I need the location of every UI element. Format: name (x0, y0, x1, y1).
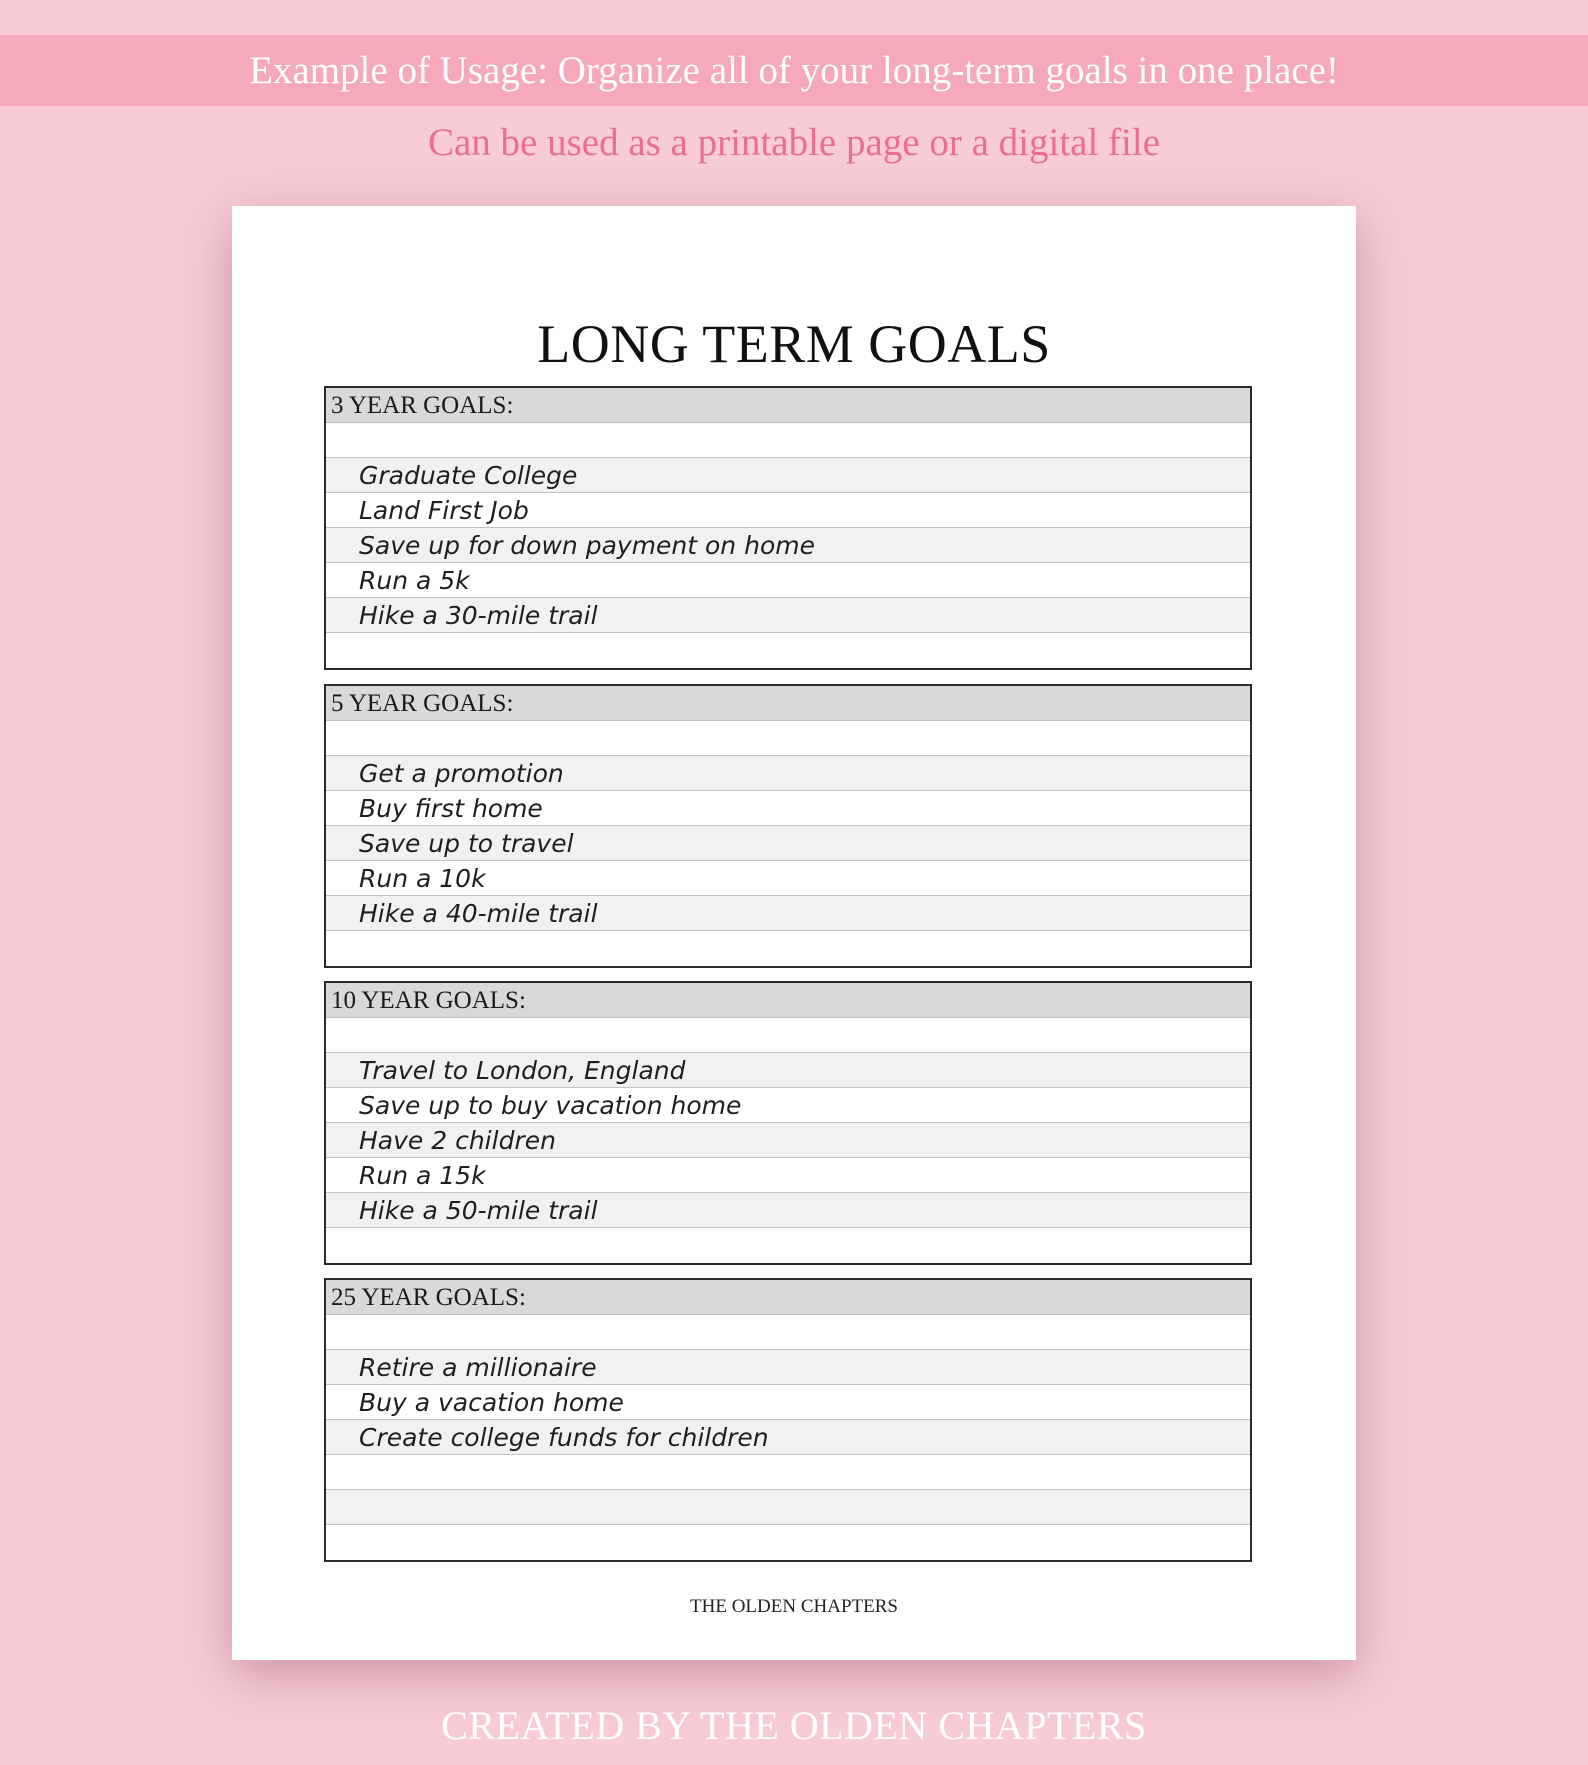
top-banner: Example of Usage: Organize all of your long-term goals in one place! (0, 35, 1588, 106)
goal-row: Hike a 50-mile trail (326, 1193, 1250, 1228)
goal-row: Buy first home (326, 791, 1250, 826)
goal-row (326, 931, 1250, 966)
goal-row: Run a 15k (326, 1158, 1250, 1193)
goal-row: Have 2 children (326, 1123, 1250, 1158)
section-header: 5 YEAR GOALS: (326, 686, 1250, 721)
goal-row: Run a 5k (326, 563, 1250, 598)
goal-row: Save up for down payment on home (326, 528, 1250, 563)
goal-row: Travel to London, England (326, 1053, 1250, 1088)
section-header: 10 YEAR GOALS: (326, 983, 1250, 1018)
goal-row (326, 721, 1250, 756)
goal-row: Create college funds for children (326, 1420, 1250, 1455)
goal-row (326, 1228, 1250, 1263)
goal-row: Land First Job (326, 493, 1250, 528)
goal-row (326, 423, 1250, 458)
subtitle: Can be used as a printable page or a digital file (427, 121, 1161, 164)
goal-row: Run a 10k (326, 861, 1250, 896)
goal-row (326, 1315, 1250, 1350)
goal-row (326, 1455, 1250, 1490)
sheet-footer: THE OLDEN CHAPTERS (690, 1596, 898, 1617)
planner-page (232, 206, 1356, 1660)
goal-row: Save up to buy vacation home (326, 1088, 1250, 1123)
section-3-year-goals (324, 386, 1252, 670)
goal-row: Hike a 30-mile trail (326, 598, 1250, 633)
goal-row (326, 1490, 1250, 1525)
page-title: LONG TERM GOALS (537, 314, 1051, 374)
goal-row: Retire a millionaire (326, 1350, 1250, 1385)
goal-row (326, 1525, 1250, 1560)
goal-row: Graduate College (326, 458, 1250, 493)
goal-row: Hike a 40-mile trail (326, 896, 1250, 931)
section-5-year-goals (324, 684, 1252, 968)
section-header: 3 YEAR GOALS: (326, 388, 1250, 423)
goal-row: Save up to travel (326, 826, 1250, 861)
goal-row: Buy a vacation home (326, 1385, 1250, 1420)
section-25-year-goals (324, 1278, 1252, 1562)
goal-row (326, 1018, 1250, 1053)
goal-row (326, 633, 1250, 668)
bottom-credit: CREATED BY THE OLDEN CHAPTERS (441, 1703, 1147, 1748)
section-header: 25 YEAR GOALS: (326, 1280, 1250, 1315)
section-10-year-goals (324, 981, 1252, 1265)
goal-row: Get a promotion (326, 756, 1250, 791)
